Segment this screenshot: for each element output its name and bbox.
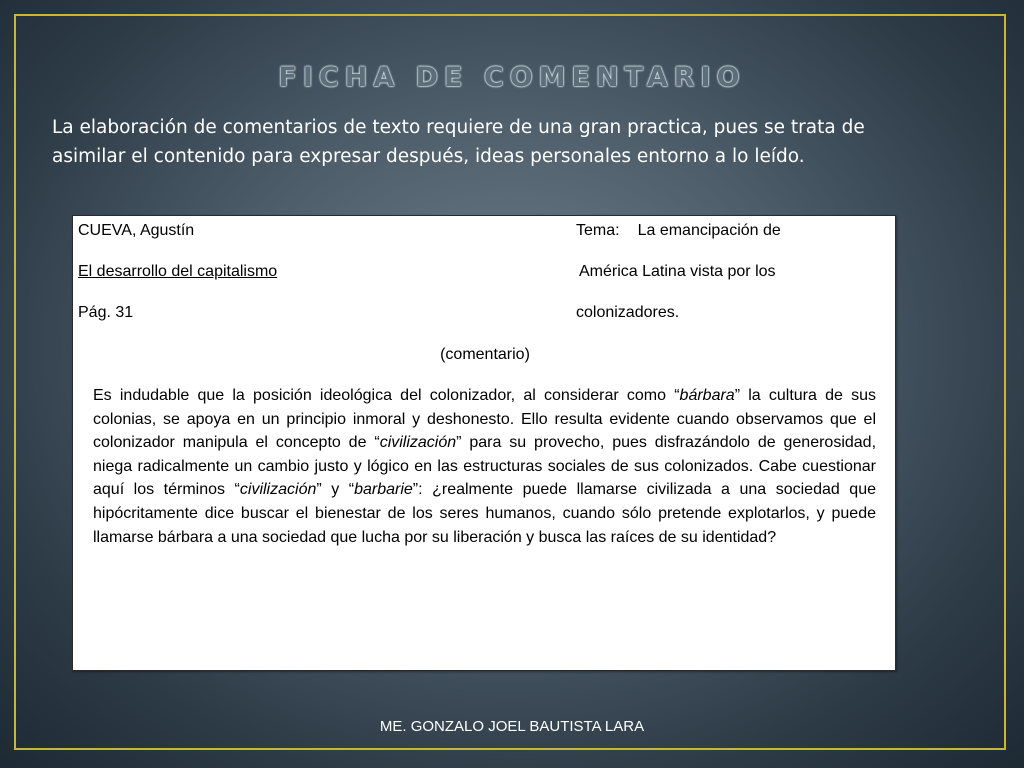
reference-author: CUEVA, Agustín (78, 222, 195, 239)
theme-label: Tema: (576, 222, 620, 239)
comment-label: (comentario) (440, 346, 530, 363)
intro-paragraph: La elaboración de comentarios de texto requiere de una gran practica, pues se trata de asimilar el contenido para expresar después, ideas personales entorno a lo leído. (52, 117, 865, 167)
slide-title: FICHA DE COMENTARIO (278, 62, 746, 93)
footer-author: ME. GONZALO JOEL BAUTISTA LARA (379, 718, 645, 735)
theme-line-2: América Latina vista por los (579, 263, 776, 280)
comment-term-barbarie: barbarie (354, 481, 413, 499)
comment-term-civilizacion: civilización (379, 434, 457, 452)
theme-line-3: colonizadores. (576, 304, 680, 321)
reference-page: Pág. 31 (78, 304, 134, 321)
comment-text-3: ” para su provecho, pues disfrazándolo de generosidad, niega radicalmente un cambio justo y lógico en las estructuras sociales de sus colonizados. Cabe cuestionar aquí los términos “ (93, 434, 877, 499)
comment-text-1: Es indudable que la posición ideológica del colonizador, al considerar como “ (93, 387, 680, 404)
comment-text-4: ” y “ (316, 481, 355, 499)
comment-term-barbara: bárbara (679, 387, 735, 404)
comment-card (72, 215, 896, 671)
comment-text-2: ” la cultura de sus colonias, se apoya en un principio inmoral y deshonesto. Ello resulta evidente cuando observamos que el colonizador manipula el concepto de “ (93, 387, 877, 452)
comment-body (93, 384, 876, 549)
comment-term-civilizacion-2: civilización (239, 481, 317, 499)
reference-book-title: El desarrollo del capitalismo (78, 263, 278, 280)
theme-text-1: La emancipación de (637, 222, 781, 239)
theme-line-1 (576, 222, 781, 240)
comment-text-5: ”: ¿realmente puede llamarse civilizada a una sociedad que hipócritamente dice buscar el bienestar de los seres humanos, cuando sólo pretende explotarlos, y puede llamarse bárbara a una sociedad que lucha por su liberación y busca las raíces de su identidad? (93, 481, 876, 546)
